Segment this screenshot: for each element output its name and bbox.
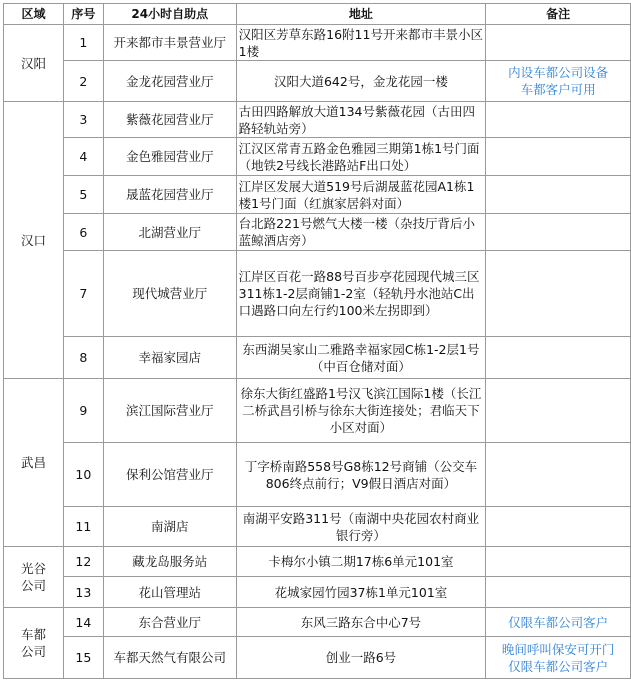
header-address: 地址 (236, 4, 486, 25)
point-address: 江岸区百花一路88号百步亭花园现代城三区311栋1-2层商铺1-2室（轻轨丹水池站C出口遇路口向左行约100米左拐即到） (236, 251, 486, 337)
row-no: 15 (63, 637, 103, 679)
row-no: 14 (63, 608, 103, 637)
service-points-table (3, 3, 631, 679)
point-note (486, 337, 631, 379)
table-row (4, 507, 631, 547)
point-note (486, 25, 631, 61)
point-note (486, 102, 631, 138)
point-note (486, 443, 631, 507)
point-name: 紫薇花园营业厅 (103, 102, 236, 138)
point-note: 仅限车都公司客户 (486, 608, 631, 637)
point-name: 晟蓝花园营业厅 (103, 176, 236, 214)
point-address: 卡梅尔小镇二期17栋6单元101室 (236, 547, 486, 577)
point-name: 南湖店 (103, 507, 236, 547)
table-row (4, 102, 631, 138)
point-note (486, 379, 631, 443)
row-no: 2 (63, 61, 103, 102)
table-row (4, 25, 631, 61)
point-address: 创业一路6号 (236, 637, 486, 679)
table-row (4, 337, 631, 379)
note-line: 晚间呼叫保安可开门 (501, 641, 615, 657)
table-row (4, 61, 631, 102)
row-no: 4 (63, 138, 103, 176)
point-note (486, 507, 631, 547)
point-note (486, 547, 631, 577)
point-address: 汉阳大道642号，金龙花园一楼 (236, 61, 486, 102)
point-name: 藏龙岛服务站 (103, 547, 236, 577)
header-note: 备注 (486, 4, 631, 25)
row-no: 8 (63, 337, 103, 379)
point-note (486, 214, 631, 251)
point-name: 北湖营业厅 (103, 214, 236, 251)
region-hankou: 汉口 (4, 102, 64, 379)
table-row (4, 547, 631, 577)
point-name: 滨江国际营业厅 (103, 379, 236, 443)
table-row (4, 251, 631, 337)
point-note (486, 138, 631, 176)
point-note (486, 176, 631, 214)
table-row (4, 379, 631, 443)
table-row (4, 443, 631, 507)
note-line: 内设车都公司设备 (508, 65, 609, 80)
region-wuchang: 武昌 (4, 379, 64, 547)
point-note (486, 251, 631, 337)
region-chedu: 车都 公司 (4, 608, 64, 679)
point-name: 东合营业厅 (103, 608, 236, 637)
region-hanyang: 汉阳 (4, 25, 64, 102)
point-name: 金龙花园营业厅 (103, 61, 236, 102)
header-no: 序号 (63, 4, 103, 25)
table-row (4, 138, 631, 176)
row-no: 12 (63, 547, 103, 577)
row-no: 6 (63, 214, 103, 251)
point-note (486, 577, 631, 608)
note-line: 仅限车都公司客户 (508, 658, 609, 674)
region-guanggu: 光谷 公司 (4, 547, 64, 608)
point-note (486, 637, 631, 679)
row-no: 5 (63, 176, 103, 214)
header-row (4, 4, 631, 25)
note-line: 车都客户可用 (520, 82, 596, 97)
row-no: 13 (63, 577, 103, 608)
point-address: 丁字桥南路558号G8栋12号商铺（公交车806终点前行；V9假日酒店对面） (236, 443, 486, 507)
table-row (4, 577, 631, 608)
row-no: 1 (63, 25, 103, 61)
point-name: 保利公馆营业厅 (103, 443, 236, 507)
row-no: 9 (63, 379, 103, 443)
table-row (4, 637, 631, 679)
point-note (486, 61, 631, 102)
row-no: 3 (63, 102, 103, 138)
point-name: 幸福家园店 (103, 337, 236, 379)
table-row (4, 214, 631, 251)
point-name: 花山管理站 (103, 577, 236, 608)
header-region: 区域 (4, 4, 64, 25)
point-name: 车都天然气有限公司 (103, 637, 236, 679)
point-address: 南湖平安路311号（南湖中央花园农村商业银行旁） (236, 507, 486, 547)
point-address: 东风三路东合中心7号 (236, 608, 486, 637)
point-address: 花城家园竹园37栋1单元101室 (236, 577, 486, 608)
point-name: 现代城营业厅 (103, 251, 236, 337)
point-address: 江汉区常青五路金色雅园三期第1栋1号门面（地铁2号线长港路站F出口处） (236, 138, 486, 176)
row-no: 10 (63, 443, 103, 507)
row-no: 11 (63, 507, 103, 547)
point-name: 开来都市丰景营业厅 (103, 25, 236, 61)
point-address: 台北路221号燃气大楼一楼（杂技厅背后小蓝鲸酒店旁） (236, 214, 486, 251)
point-address: 东西湖吴家山二雅路幸福家园C栋1-2层1号（中百仓储对面） (236, 337, 486, 379)
table-row (4, 176, 631, 214)
point-address: 古田四路解放大道134号紫薇花园（古田四路轻轨站旁） (236, 102, 486, 138)
header-name: 24小时自助点 (103, 4, 236, 25)
point-address: 汉阳区芳草东路16附11号开来都市丰景小区1楼 (236, 25, 486, 61)
point-address: 江岸区发展大道519号后湖晟蓝花园A1栋1楼1号门面（红旗家居斜对面） (236, 176, 486, 214)
point-address: 徐东大街红盛路1号汉飞滨江国际1楼（长江二桥武昌引桥与徐东大街连接处；君临天下小区对面） (236, 379, 486, 443)
table-row (4, 608, 631, 637)
row-no: 7 (63, 251, 103, 337)
point-name: 金色雅园营业厅 (103, 138, 236, 176)
